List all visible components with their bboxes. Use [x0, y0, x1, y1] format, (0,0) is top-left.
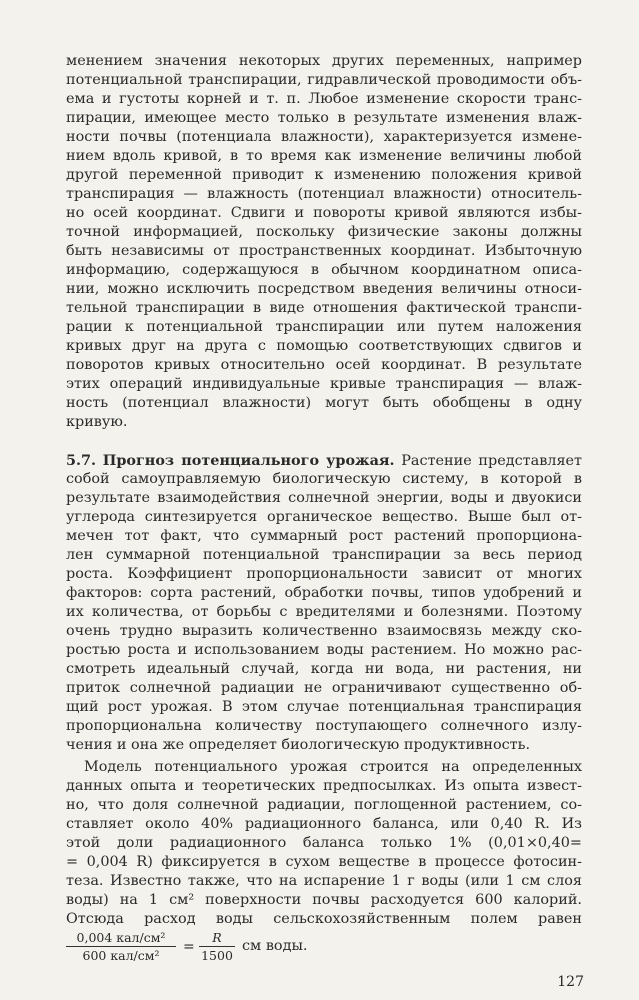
- section-title: Прогноз потенциального урожая.: [102, 452, 395, 469]
- text-line: щий рост урожая. В этом случае потенциальная транспирация: [66, 699, 582, 715]
- text-line: пропорциональна количеству поступающего солнечного излу-: [66, 718, 582, 734]
- text-line: их количества, от борьбы с вредителями и болезнями. Поэтому: [66, 604, 582, 620]
- text-line: кривую.: [66, 414, 128, 430]
- text-line: воды) на 1 см² поверхности почвы расходуется 600 калорий.: [66, 892, 582, 908]
- text-line: приток солнечной радиации не ограничивают существенно об-: [66, 680, 582, 696]
- text-line: но осей координат. Сдвиги и повороты кривой являются избы-: [66, 205, 582, 221]
- text-line: пирации, имеющее место только в результате изменения влаж-: [66, 110, 582, 126]
- section-first-line-text: Растение представляет: [401, 453, 583, 469]
- fraction-denominator: 1500: [201, 948, 233, 963]
- text-line: факторов: сорта растений, обработки почвы, типов удобрений и: [66, 585, 582, 601]
- text-line: ности почвы (потенциала влажности), характеризуется измене-: [66, 129, 582, 145]
- text-line: нием вдоль кривой, в то время как изменение величины любой: [66, 148, 582, 164]
- text-line: смотреть идеальный случай, когда ни вода, ни растения, ни: [66, 661, 582, 677]
- section-number: 5.7.: [66, 452, 97, 469]
- text-line: но, что доля солнечной радиации, поглощенной растением, со-: [66, 797, 582, 813]
- text-line: лен суммарной потенциальной транспирации за весь период: [66, 547, 582, 563]
- text-line: менением значения некоторых других переменных, например: [66, 53, 582, 69]
- text-line: рации к потенциальной транспирации или путем наложения: [66, 319, 582, 335]
- equals-sign: =: [183, 939, 195, 955]
- text-line: этой доли радиационного баланса только 1% (0,01×0,40=: [66, 835, 582, 851]
- fraction-denominator: 600 кал/см²: [82, 948, 160, 963]
- text-line: мечен тот факт, что суммарный рост растений пропорциона-: [66, 528, 582, 544]
- text-line: Модель потенциального урожая строится на определенных: [84, 759, 582, 775]
- text-line: собой самоуправляемую биологическую систему, в которой в: [66, 471, 582, 487]
- text-line: роста. Коэффициент пропорциональности зависит от многих: [66, 566, 582, 582]
- text-line: транспирация — влажность (потенциал влажности) относитель-: [66, 186, 582, 202]
- text-line: ставляет около 40% радиационного баланса, или 0,40 R. Из: [66, 816, 582, 832]
- text-line: Отсюда расход воды сельскохозяйственным полем равен: [66, 911, 582, 927]
- text-line: данных опыта и теоретических предпосылках. Из опыта извест-: [66, 778, 582, 794]
- text-line: информацию, содержащуюся в обычном координатном описа-: [66, 262, 582, 278]
- formula: [66, 930, 366, 970]
- text-line: теза. Известно также, что на испарение 1 г воды (или 1 см слоя: [66, 873, 582, 889]
- text-line: потенциальной транспирации, гидравлической проводимости объ-: [66, 72, 582, 88]
- section-heading-line: [66, 451, 582, 470]
- text-line: точной информацией, поскольку физические законы должны: [66, 224, 582, 240]
- text-line: углерода синтезируется органическое вещество. Выше был от-: [66, 509, 582, 525]
- text-line: тельной транспирации в виде отношения фактической транспи-: [66, 300, 582, 316]
- fraction-r-over-1500: [199, 930, 235, 963]
- page-number: 127: [557, 974, 584, 990]
- fraction-water-consumption: [66, 930, 176, 963]
- text-line: другой переменной приводит к изменению положения кривой: [66, 167, 582, 183]
- text-line: кривых друг на друга с помощью соответствующих сдвигов и: [66, 338, 582, 354]
- text-line: ростью роста и использованием воды растением. Но можно рас-: [66, 642, 582, 658]
- text-line: чения и она же определяет биологическую продуктивность.: [66, 737, 531, 753]
- text-line: = 0,004 R) фиксируется в сухом веществе в процессе фотосин-: [66, 854, 582, 870]
- text-line: этих операций индивидуальные кривые транспирация — влаж-: [66, 376, 582, 392]
- text-line: ема и густоты корней и т. п. Любое изменение скорости транс-: [66, 91, 582, 107]
- text-line: результате взаимодействия солнечной энергии, воды и двуокиси: [66, 490, 582, 506]
- text-line: быть независимы от пространственных координат. Избыточную: [66, 243, 582, 259]
- fraction-numerator: R: [199, 930, 235, 947]
- formula-unit: см воды.: [242, 938, 308, 954]
- text-line: ность (потенциал влажности) могут быть обобщены в одну: [66, 395, 582, 411]
- text-line: поворотов кривых относительно осей координат. В результате: [66, 357, 582, 373]
- text-line: очень трудно выразить количественно взаимосвязь между ско-: [66, 623, 582, 639]
- text-line: нии, можно исключить посредством введения величины относи-: [66, 281, 582, 297]
- fraction-numerator: 0,004 кал/см²: [66, 930, 176, 947]
